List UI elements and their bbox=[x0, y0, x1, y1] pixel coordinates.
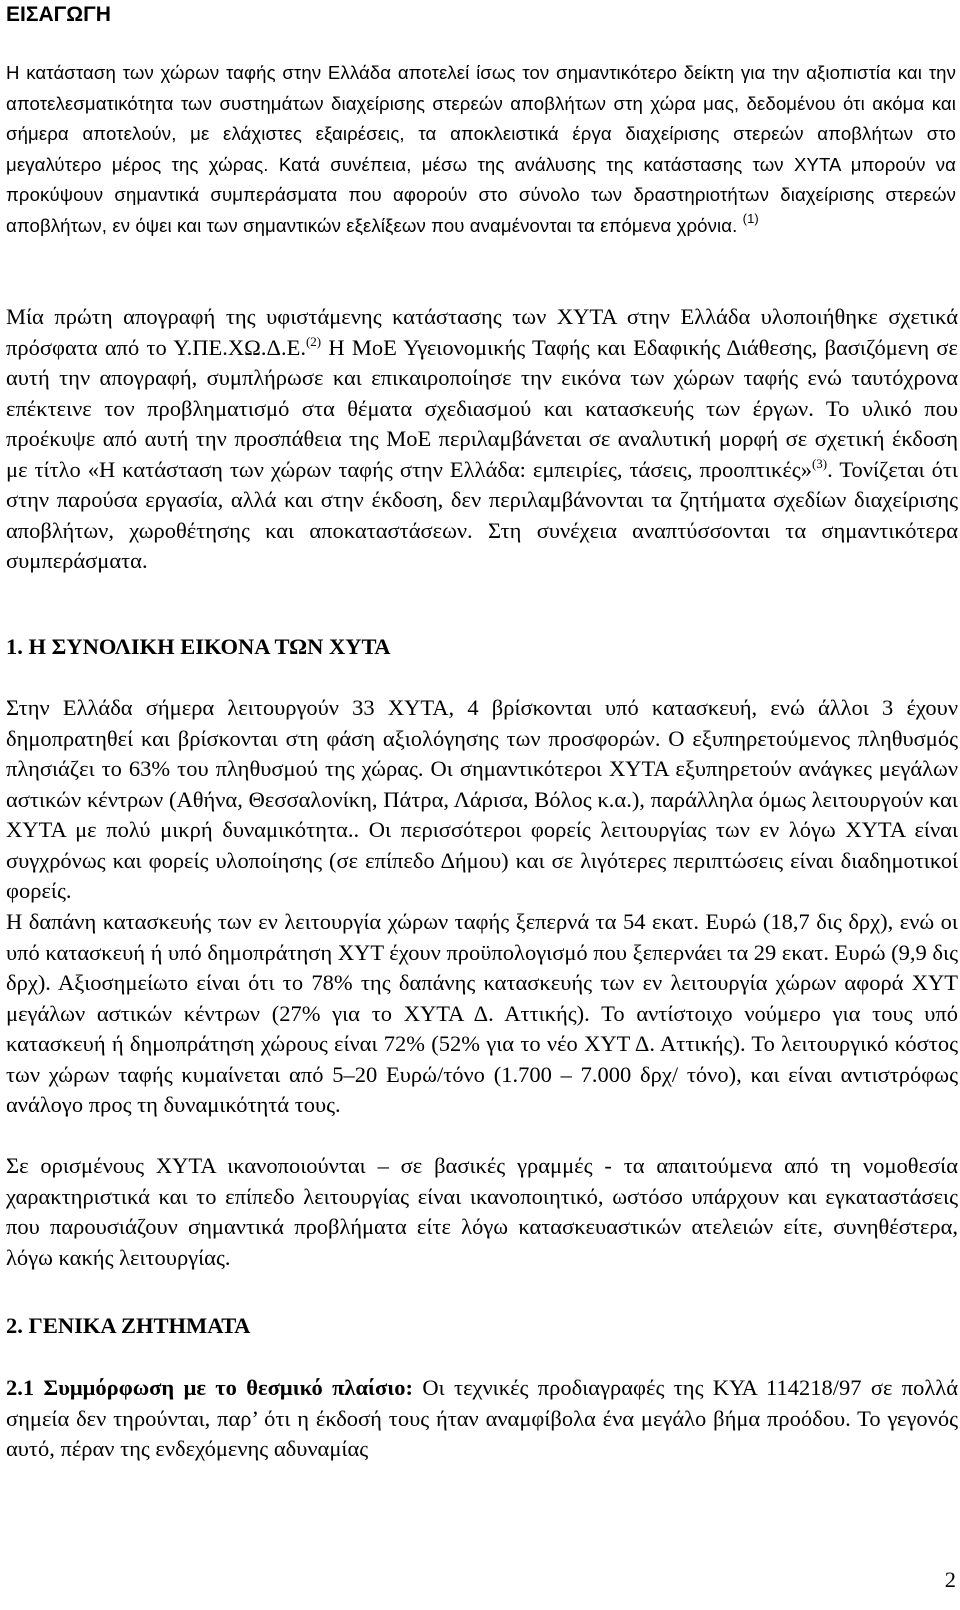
section-2-heading: 2. ΓΕΝΙΚΑ ΖΗΤΗΜΑΤΑ bbox=[6, 1313, 251, 1338]
intro-paragraph-2a: Μία πρώτη απογραφή της υφιστάμενης κατάστασης των ΧΥΤΑ στην Ελλάδα υλοποιήθηκε σχετικά πρόσφατα από το Υ.ΠΕ.ΧΩ.Δ.Ε. bbox=[6, 304, 958, 360]
section-1-paragraph-1: Στην Ελλάδα σήμερα λειτουργούν 33 ΧΥΤΑ, 4 βρίσκονται υπό κατασκευή, ενώ άλλοι 3 έχουν δημοπρατηθεί και βρίσκονται στη φάση αξιολόγησης των προσφορών. Ο εξυπηρετούμενος πληθυσμός πλησιάζει το 63% του πληθυσμού της χώρας. Οι σημαντικότεροι ΧΥΤΑ εξυπηρετούν ανάγκες μεγάλων αστικών κέντρων (Αθήνα, Θεσσαλονίκη, Πάτρα, Λάρισα, Βόλος κ.α.), παράλληλα όμως λειτουργούν και ΧΥΤΑ με πολύ μικρή δυναμικότητα.. Οι περισσότεροι φορείς λειτουργίας των εν λόγω ΧΥΤΑ είναι συγχρόνως και φορείς υλοποίησης (σε επίπεδο Δήμου) και σε λιγότερες περιπτώσεις είναι διαδημοτικοί φορείς. bbox=[6, 695, 958, 903]
intro-heading: ΕΙΣΑΓΩΓΗ bbox=[6, 3, 111, 26]
intro-paragraph-2c: . Τονίζεται ότι στην παρούσα εργασία, αλλά και στην έκδοση, δεν περιλαμβάνονται τα ζητήματα σχεδίων διαχείρισης αποβλήτων, χωροθέτησης και αποκαταστάσεων. Στη συνέχεια αναπτύσσονται τα σημαντικότερα συμπεράσματα. bbox=[6, 456, 958, 573]
footnote-ref-3: (3) bbox=[811, 455, 828, 471]
subsection-title: Συμμόρφωση με το θεσμικό πλαίσιο: bbox=[43, 1375, 413, 1400]
intro-paragraph-2b: Η ΜοΕ Υγειονομικής Ταφής και Εδαφικής Διάθεσης, βασιζόμενη σε αυτή την απογραφή, συμπλήρωσε και επικαιροποίησε την εικόνα των χώρων ταφής ενώ ταυτόχρονα επέκτεινε τον προβληματισμό στα θέματα σχεδιασμού και κατασκευής των έργων. Το υλικό που προέκυψε από αυτή την προσπάθεια της ΜοΕ περιλαμβάνεται σε αναλυτική μορφή σε σχετική έκδοση με τίτλο «Η κατάσταση των χώρων ταφής στην Ελλάδα: εμπειρίες, τάσεις, προοπτικές» bbox=[6, 334, 959, 482]
page-number: 2 bbox=[944, 1567, 956, 1592]
footnote-ref-2: (2) bbox=[305, 333, 322, 349]
intro-paragraph-1 bbox=[6, 58, 956, 241]
subsection-number: 2.1 bbox=[6, 1375, 35, 1400]
section-1-paragraph-2: Η δαπάνη κατασκευής των εν λειτουργία χώρων ταφής ξεπερνά τα 54 εκατ. Ευρώ (18,7 δις δρχ), ενώ οι υπό κατασκευή ή υπό δημοπράτηση ΧΥΤ έχουν προϋπολογισμό που ξεπερνάει τα 29 εκατ. Ευρώ (9,9 δις δρχ). Αξιοσημείωτο είναι ότι το 78% της δαπάνης κατασκευής των εν λειτουργία χώρων αφορά ΧΥΤ μεγάλων αστικών κέντρων (27% για το ΧΥΤΑ Δ. Αττικής). Το αντίστοιχο νούμερο για τους υπό κατασκευή ή δημοπράτηση χώρους είναι 72% (52% για το νέο ΧΥΤ Δ. Αττικής). Το λειτουργικό κόστος των χώρων ταφής κυμαίνεται από 5–20 Ευρώ/τόνο (1.700 – 7.000 δρχ/ τόνο), και είναι αντιστρόφως ανάλογο προς τη δυναμικότητά τους. bbox=[6, 909, 958, 1117]
section-1-paragraph-3: Σε ορισμένους ΧΥΤΑ ικανοποιούνται – σε βασικές γραμμές - τα απαιτούμενα από τη νομοθεσία χαρακτηριστικά και το επίπεδο λειτουργίας είναι ικανοποιητικό, ωστόσο υπάρχουν και εγκαταστάσεις που παρουσιάζουν σημαντικά προβλήματα είτε λόγω κατασκευαστικών ατελειών είτε, συνηθέστερα, λόγω κακής λειτουργίας. bbox=[6, 1153, 958, 1270]
footnote-ref-1: (1) bbox=[742, 210, 759, 226]
section-1-heading: 1. Η ΣΥΝΟΛΙΚΗ ΕΙΚΟΝΑ ΤΩΝ ΧΥΤΑ bbox=[6, 634, 391, 659]
section-2-1-paragraph bbox=[6, 1373, 958, 1465]
subsection-text: Οι τεχνικές προδιαγραφές της ΚΥΑ 114218/97 σε πολλά σημεία δεν τηρούνται, παρ’ ότι η έκδοσή τους ήταν αναμφίβολα ένα μεγάλο βήμα προόδου. Το γεγονός αυτό, πέραν της ενδεχόμενης αδυναμίας bbox=[6, 1375, 959, 1461]
intro-paragraph-1-text: Η κατάσταση των χώρων ταφής στην Ελλάδα αποτελεί ίσως τον σημαντικότερο δείκτη για την αξιοπιστία και την αποτελεσματικότητα των συστημάτων διαχείρισης στερεών αποβλήτων στη χώρα μας, δεδομένου ότι ακόμα και σήμερα αποτελούν, με ελάχιστες εξαιρέσεις, τα αποκλειστικά έργα διαχείρισης στερεών αποβλήτων στο μεγαλύτερο μέρος της χώρας. Κατά συνέπεια, μέσω της ανάλυσης της κατάστασης των ΧΥΤΑ μπορούν να προκύψουν σημαντικά συμπεράσματα που αφορούν στο σύνολο των δραστηριοτήτων διαχείρισης στερεών αποβλήτων, εν όψει και των σημαντικών εξελίξεων που αναμένονται τα επόμενα χρόνια. bbox=[6, 62, 956, 236]
intro-paragraph-2 bbox=[6, 302, 958, 577]
